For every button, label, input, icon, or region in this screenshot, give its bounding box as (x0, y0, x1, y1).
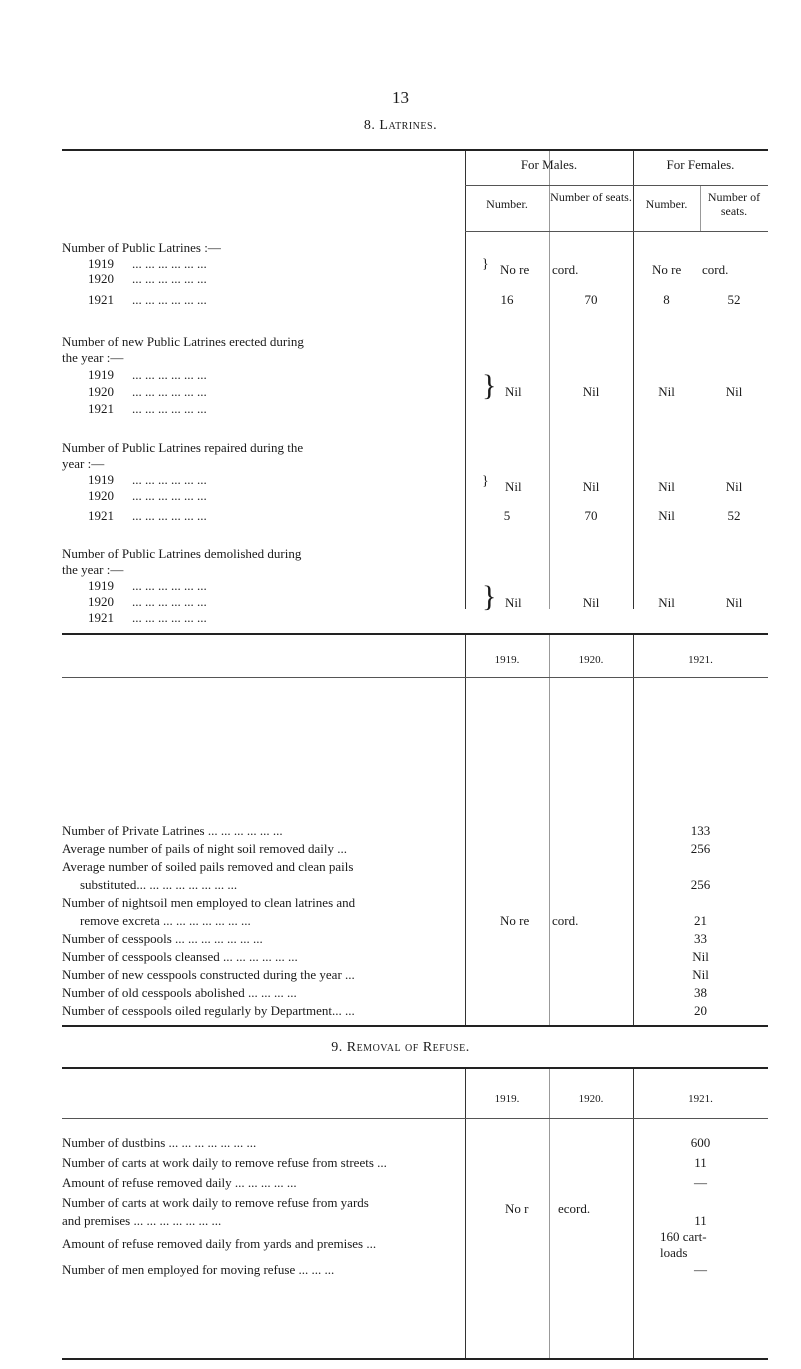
rule (62, 633, 768, 635)
year-header: 1920. (578, 654, 604, 666)
row-value: — (694, 1262, 707, 1277)
rule (62, 1358, 768, 1360)
value: 70 (584, 508, 598, 523)
year-header: 1921. (688, 1093, 713, 1105)
year-header: 1920. (578, 1093, 604, 1105)
value: Nil (658, 479, 675, 494)
vline (465, 1069, 466, 1358)
year: 1921 (88, 610, 114, 625)
leader-dots: ... ... ... ... ... ... (132, 610, 207, 625)
value: Nil (725, 595, 743, 610)
row-label: Number of dustbins ... ... ... ... ... ... ... (62, 1135, 257, 1150)
year: 1919 (88, 367, 114, 382)
row-value: 21 (694, 913, 707, 928)
section-8-title: 8. Latrines. (363, 118, 438, 133)
no-record: cord. (552, 262, 579, 277)
header-number-m: Number. (486, 197, 528, 211)
repaired-label: Number of Public Latrines repaired during the (62, 440, 304, 455)
header-number-f: Number. (645, 197, 688, 211)
leader-dots: ... ... ... ... ... ... (132, 594, 207, 609)
page-number: 13 (392, 88, 409, 107)
value: Nil (725, 384, 743, 399)
leader-dots: ... ... ... ... ... ... (132, 292, 207, 307)
value: Nil (658, 384, 675, 399)
demolished-label: the year :— (62, 562, 124, 577)
row-label: Number of cesspools ... ... ... ... ... ... ... (62, 931, 263, 946)
row-value: 160 cart- (660, 1229, 707, 1244)
row-label: Average number of soiled pails removed and clean pails (62, 859, 354, 874)
leader-dots: ... ... ... ... ... ... (132, 384, 207, 399)
value: 16 (500, 292, 514, 307)
leader-dots: ... ... ... ... ... ... (132, 271, 207, 286)
vline (465, 635, 466, 1025)
year: 1919 (88, 578, 114, 593)
row-label: Number of Private Latrines ... ... ... ... ... ... (62, 823, 283, 838)
no-record: No re (500, 913, 530, 928)
value: 52 (727, 508, 741, 523)
row-label: Number of cesspools oiled regularly by Department... ... (62, 1003, 355, 1018)
row-label: Number of old cesspools abolished ... ... ... ... (62, 985, 297, 1000)
value: Nil (505, 595, 522, 610)
row-value: Nil (692, 967, 709, 982)
year-header: 1921. (688, 654, 713, 666)
leader-dots: ... ... ... ... ... ... (132, 256, 207, 271)
value: Nil (658, 508, 675, 523)
rule (465, 185, 768, 186)
year: 1920 (88, 488, 114, 503)
rule (465, 231, 768, 232)
row-label: Number of cesspools cleansed ... ... ... ... ... ... (62, 949, 298, 964)
year: 1920 (88, 384, 114, 399)
row-value: 256 (690, 841, 711, 856)
value: Nil (658, 595, 675, 610)
vline (549, 151, 550, 609)
row-value: 11 (694, 1213, 707, 1228)
leader-dots: ... ... ... ... ... ... (132, 472, 207, 487)
vline (465, 151, 466, 609)
rule (62, 1067, 768, 1069)
vline (549, 635, 550, 1025)
leader-dots: ... ... ... ... ... ... (132, 488, 207, 503)
row-label: remove excreta ... ... ... ... ... ... ... (80, 913, 251, 928)
row-label: substituted... ... ... ... ... ... ... ... (80, 877, 238, 892)
row-value: 600 (690, 1135, 711, 1150)
public-label: Number of Public Latrines :— (62, 240, 221, 255)
row-value: — (694, 1175, 707, 1190)
row-value: 256 (690, 877, 711, 892)
year: 1920 (88, 271, 114, 286)
leader-dots: ... ... ... ... ... ... (132, 508, 207, 523)
year: 1921 (88, 401, 114, 416)
row-label: Average number of pails of night soil removed daily ... (62, 841, 347, 856)
header-males: For Males. (520, 157, 578, 172)
row-label: Amount of refuse removed daily from yards and premises ... (62, 1236, 377, 1251)
row-label: Number of men employed for moving refuse ... ... ... (62, 1262, 335, 1277)
no-record: No re (500, 262, 530, 277)
no-record: cord. (702, 262, 729, 277)
row-label: Number of carts at work daily to remove refuse from streets ... (62, 1155, 387, 1170)
new-label: the year :— (62, 350, 124, 365)
repaired-label: year :— (62, 456, 105, 471)
row-value-extra: loads (660, 1245, 688, 1260)
value: Nil (582, 384, 600, 399)
year-header: 1919. (494, 1093, 520, 1105)
value: 52 (727, 292, 741, 307)
value: 70 (584, 292, 598, 307)
vline (549, 1069, 550, 1358)
value: Nil (505, 384, 522, 399)
row-label: Amount of refuse removed daily ... ... ... ... ... (62, 1175, 297, 1190)
no-record: ecord. (558, 1201, 591, 1216)
row-value: 33 (694, 931, 707, 946)
no-record: No r (505, 1201, 529, 1216)
section-9-title: 9. Removal of Refuse. (331, 1040, 470, 1055)
year: 1921 (88, 292, 114, 307)
rule (62, 677, 768, 678)
row-value: Nil (692, 949, 709, 964)
year: 1919 (88, 256, 114, 271)
rule-top-8 (62, 149, 768, 151)
value: Nil (582, 595, 600, 610)
new-label: Number of new Public Latrines erected during (62, 334, 304, 349)
header-seats-m: Number of seats. (550, 190, 632, 204)
leader-dots: ... ... ... ... ... ... (132, 367, 207, 382)
value: Nil (582, 479, 600, 494)
row-value: 20 (694, 1003, 707, 1018)
leader-dots: ... ... ... ... ... ... (132, 401, 207, 416)
value: 8 (663, 292, 670, 307)
year: 1921 (88, 508, 114, 523)
value: Nil (725, 479, 743, 494)
row-label: Number of new cesspools constructed during the year ... (62, 967, 355, 982)
row-label: Number of nightsoil men employed to clean latrines and (62, 895, 356, 910)
value: Nil (505, 479, 522, 494)
no-record: No re (652, 262, 682, 277)
vline (633, 151, 634, 609)
vline (700, 186, 701, 231)
year: 1920 (88, 594, 114, 609)
header-females: For Females. (666, 157, 735, 172)
no-record: cord. (552, 913, 579, 928)
row-value: 133 (690, 823, 711, 838)
rule (62, 1118, 768, 1119)
year: 1919 (88, 472, 114, 487)
header-seats-f: Number of seats. (707, 190, 761, 218)
row-value: 38 (694, 985, 707, 1000)
demolished-label: Number of Public Latrines demolished during (62, 546, 302, 561)
leader-dots: ... ... ... ... ... ... (132, 578, 207, 593)
year-header: 1919. (494, 654, 520, 666)
row-label: and premises ... ... ... ... ... ... ... (62, 1213, 222, 1228)
rule (62, 1025, 768, 1027)
row-label: Number of carts at work daily to remove refuse from yards (62, 1195, 369, 1210)
value: 5 (503, 508, 511, 523)
row-value: 11 (694, 1155, 707, 1170)
